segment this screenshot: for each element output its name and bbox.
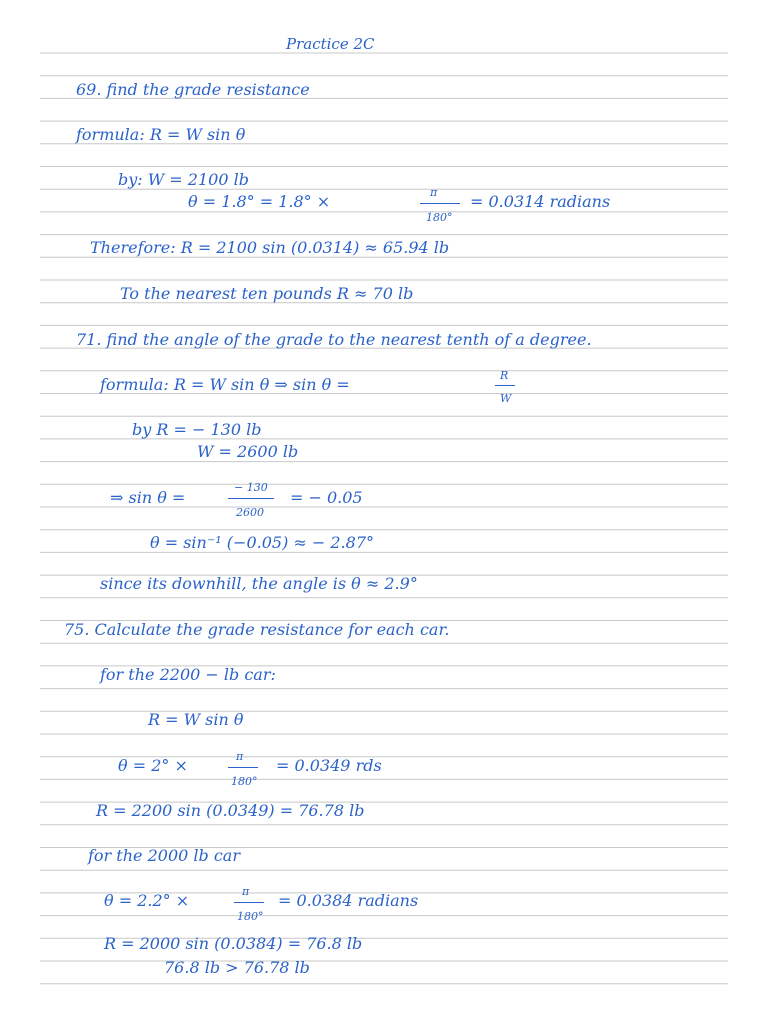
problem-69-pi-numerator: π (430, 186, 438, 199)
problem-71-sin-lhs: ⇒ sin θ = (110, 488, 186, 507)
problem-71-theta: θ = sin⁻¹ (−0.05) ≈ − 2.87° (150, 533, 374, 552)
problem-69-given-weight: by: W = 2100 lb (118, 170, 249, 189)
problem-75-car2-theta: θ = 2.2° × (104, 891, 190, 910)
problem-71-formula-numerator: R (500, 369, 509, 382)
problem-75-car2-label: for the 2000 lb car (88, 846, 240, 865)
problem-71-sin-denominator: 2600 (236, 506, 264, 519)
problem-69-theta-radians: = 0.0314 radians (470, 192, 611, 211)
problem-71-formula-denominator: W (500, 392, 512, 405)
problem-75-car1-pi: π (236, 750, 244, 763)
problem-75-car2-pi: π (242, 885, 250, 898)
problem-75-car2-radians: = 0.0384 radians (278, 891, 419, 910)
problem-71-sin-bar (228, 498, 274, 499)
problem-71-since: since its downhill, the angle is θ ≈ 2.9° (100, 574, 418, 593)
problem-71-given-weight: W = 2600 lb (197, 442, 299, 461)
problem-69-theta-conversion: θ = 1.8° = 1.8° × (188, 192, 331, 211)
problem-69-formula: formula: R = W sin θ (76, 125, 246, 144)
problem-75-car2-bar (234, 902, 264, 903)
problem-75-car1-theta: θ = 2° × (118, 756, 188, 775)
problem-75-car2-180: 180° (237, 910, 264, 923)
problem-71-given-resistance: by R = − 130 lb (132, 420, 262, 439)
problem-69-nearest-ten: To the nearest ten pounds R ≈ 70 lb (120, 284, 414, 303)
problem-71-sin-value: = − 0.05 (290, 488, 363, 507)
problem-69-fraction-bar (420, 203, 460, 204)
problem-75-car1-bar (228, 767, 258, 768)
problem-75-car2-resistance: R = 2000 sin (0.0384) = 76.8 lb (104, 934, 363, 953)
problem-69-therefore: Therefore: R = 2100 sin (0.0314) ≈ 65.94 lb (90, 238, 450, 257)
problem-71-prompt: 71. find the angle of the grade to the nearest tenth of a degree. (76, 330, 592, 349)
problem-69-prompt: 69. find the grade resistance (76, 80, 310, 99)
problem-75-car1-formula: R = W sin θ (148, 710, 244, 729)
problem-75-prompt: 75. Calculate the grade resistance for each car. (64, 620, 450, 639)
problem-71-formula-bar (495, 385, 515, 386)
problem-69-180-denominator: 180° (426, 211, 453, 224)
problem-71-formula: formula: R = W sin θ ⇒ sin θ = (100, 375, 350, 394)
problem-75-car1-radians: = 0.0349 rds (276, 756, 382, 775)
page-title: Practice 2C (286, 35, 375, 53)
problem-75-car1-resistance: R = 2200 sin (0.0349) = 76.78 lb (96, 801, 365, 820)
problem-75-comparison: 76.8 lb > 76.78 lb (164, 958, 310, 977)
problem-75-car1-label: for the 2200 − lb car: (100, 665, 276, 684)
problem-75-car1-180: 180° (231, 775, 258, 788)
problem-71-sin-numerator: − 130 (234, 481, 268, 494)
